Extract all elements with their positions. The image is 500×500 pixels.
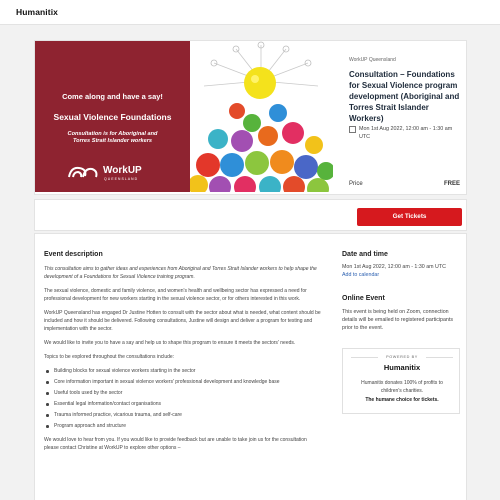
- crumpled-paper-balls-illustration: [190, 41, 333, 192]
- banner-subtitle-line2: Torres Strait Islander workers: [72, 138, 153, 144]
- powered-by-box: [342, 348, 460, 414]
- event-header-card: [34, 40, 467, 195]
- description-paragraph: Topics to be explored throughout the consultations include:: [44, 354, 175, 360]
- add-to-calendar-link[interactable]: Add to calendar: [342, 272, 380, 278]
- powered-by-tagline: The humane choice for tickets.: [365, 397, 439, 403]
- event-date: Mon 1st Aug 2022, 12:00 am - 1:30 am UTC: [359, 126, 453, 140]
- humanitix-footer-logo[interactable]: Humanitix: [383, 363, 421, 372]
- powered-by-text: Humanitix donates 100% of profits to children's charities.: [361, 380, 443, 394]
- list-item: Essential legal information/contact organisations: [44, 400, 322, 408]
- description-paragraph: We would love to hear from you. If you would like to provide feedback but are unable to take join us for the consultation please contact Christine at WorkUP to explore other options –: [44, 437, 307, 451]
- online-event-heading: Online Event: [342, 295, 385, 302]
- powered-by-label: POWERED BY: [378, 355, 426, 359]
- list-item: Useful tools used by the sector: [44, 389, 322, 397]
- price-label: Price: [349, 181, 363, 187]
- topics-list: [44, 367, 322, 430]
- event-details-card: [34, 233, 467, 500]
- workup-logo-text: WorkUP: [103, 165, 142, 176]
- banner-subtitle-line1: Consultation is for Aboriginal and: [67, 131, 158, 137]
- event-title: Consultation – Foundations for Sexual Violence program development (Aboriginal and Torres Strait Islander Workers): [349, 70, 460, 123]
- banner-title: Sexual Violence Foundations: [53, 112, 172, 122]
- online-event-text: This event is being held on Zoom, connection details will be emailed to registered participants prior to the event.: [342, 309, 453, 331]
- banner-tagline: Come along and have a say!: [62, 92, 163, 101]
- description-intro: This consultation aims to gather ideas and experiences from Aboriginal and Torres Strait Islander workers to help shape the development of a Foundations for Sexual Violence training program.: [44, 266, 317, 280]
- banner-subtitle: [35, 131, 190, 145]
- list-item: Building blocks for sexual violence workers starting in the sector: [44, 367, 322, 375]
- workup-swirl-icon: [65, 163, 99, 185]
- date-time-heading: Date and time: [342, 251, 388, 258]
- description-heading: Event description: [44, 251, 103, 258]
- top-navigation-bar: [0, 0, 500, 25]
- list-item: Program approach and structure: [44, 422, 322, 430]
- ticket-action-bar: [34, 199, 467, 231]
- description-paragraph: WorkUP Queensland has engaged Dr Justine Hotten to consult with the sector about what is needed, what content should be included and how it should be delivered. Following consultations, Justine will design and deliver a program for testing and implementation with the sector.: [44, 310, 321, 332]
- get-tickets-button[interactable]: Get Tickets: [357, 208, 462, 226]
- event-summary: [349, 41, 468, 192]
- banner-text-panel: [35, 41, 190, 192]
- organiser-name[interactable]: WorkUP Queensland: [349, 57, 396, 63]
- price-value: FREE: [443, 181, 460, 187]
- calendar-icon: [349, 126, 356, 133]
- list-item: Core information important in sexual violence workers' professional development and knowledge base: [44, 378, 322, 386]
- event-sidebar: [342, 251, 460, 414]
- date-time-value: Mon 1st Aug 2022, 12:00 am - 1:30 am UTC: [342, 264, 446, 270]
- description-paragraph: We would like to invite you to have a say and help us to shape this program to ensure it meets the sectors' needs.: [44, 340, 296, 346]
- event-description: [44, 251, 322, 458]
- workup-logo-subtext: QUEENSLAND: [104, 177, 139, 181]
- event-banner-image: [35, 41, 333, 192]
- description-paragraph: The sexual violence, domestic and family violence, and women's health and wellbeing sector has expressed a need for professional development for new workers starting in the sexual violence sector, or for others interested in this work.: [44, 288, 307, 302]
- humanitix-logo[interactable]: Humanitix: [16, 7, 58, 17]
- workup-logo: [65, 163, 165, 187]
- list-item: Trauma informed practice, vicarious trauma, and self-care: [44, 411, 322, 419]
